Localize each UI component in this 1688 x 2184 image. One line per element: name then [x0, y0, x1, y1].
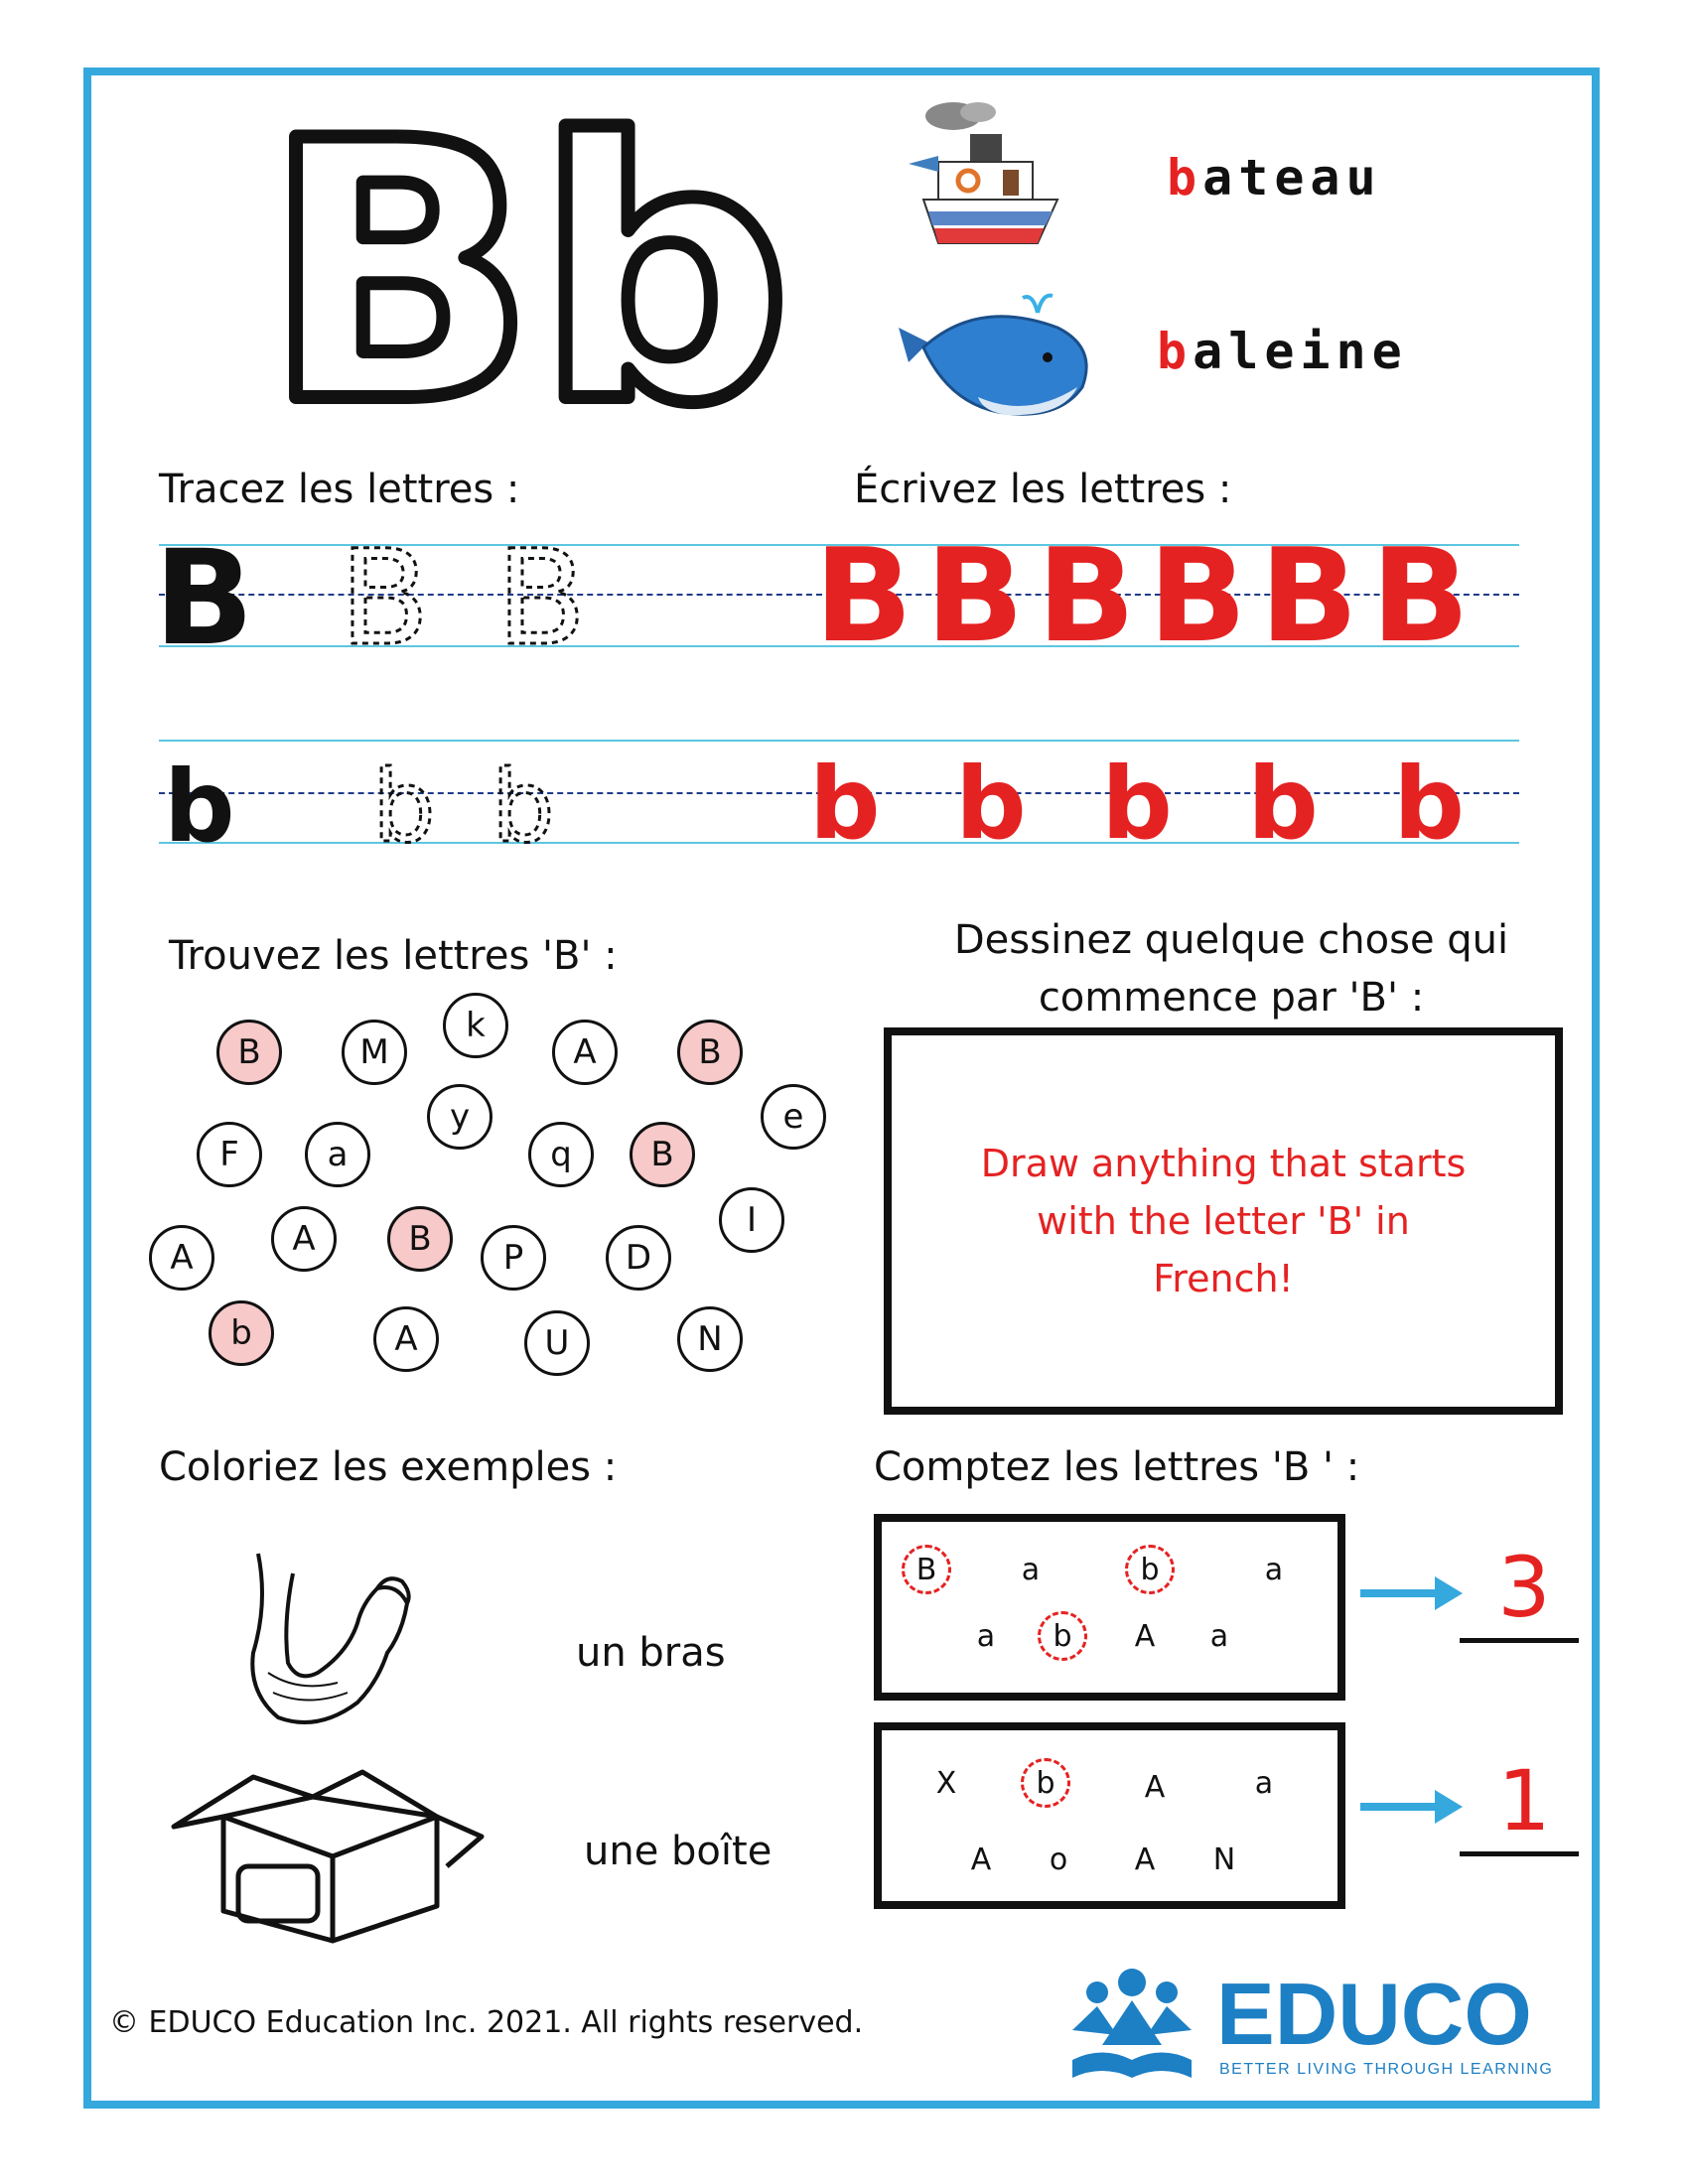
letter-circle[interactable]: M — [342, 1020, 407, 1085]
word-bateau: bateau — [1167, 149, 1382, 206]
find-title: Trouvez les lettres 'B' : — [169, 933, 618, 979]
letter-circle[interactable]: B — [630, 1122, 695, 1187]
trace-upper-dotted-1: B — [340, 522, 430, 675]
draw-box[interactable] — [884, 1027, 1563, 1415]
draw-instruction-line: Draw anything that starts — [980, 1142, 1467, 1185]
trace-lower-dotted-2: b — [492, 749, 555, 865]
letter-circle[interactable]: q — [528, 1122, 594, 1187]
count-letter: A — [1134, 1842, 1156, 1877]
letter-circle[interactable]: U — [524, 1310, 590, 1376]
count-letter: b — [1021, 1758, 1070, 1808]
big-letters-text: Bb — [263, 66, 792, 481]
write-lower-letter: b — [1247, 746, 1319, 862]
count-letter: A — [970, 1842, 992, 1877]
letter-circle[interactable]: y — [427, 1084, 492, 1150]
trace-lower-dotted-1: b — [372, 749, 436, 865]
trace-lower-solid: b — [164, 749, 235, 865]
trace-upper-solid: B — [154, 522, 254, 675]
letter-circle[interactable]: A — [552, 1020, 618, 1085]
count-letter: X — [935, 1765, 957, 1801]
count-letter: a — [1254, 1765, 1274, 1801]
letter-circle[interactable]: e — [761, 1084, 826, 1150]
draw-title — [884, 911, 1579, 1026]
educo-tagline: BETTER LIVING THROUGH LEARNING — [1219, 2061, 1554, 2078]
count-letter: A — [1144, 1769, 1166, 1805]
count-letter: N — [1212, 1842, 1236, 1877]
write-lower-letter: b — [1101, 746, 1173, 862]
arrow-icon — [1355, 1569, 1470, 1618]
write-title: Écrivez les lettres : — [854, 467, 1232, 512]
whale-icon — [889, 288, 1107, 427]
count-answer-2: 1 — [1497, 1752, 1551, 1849]
letter-circle[interactable]: a — [305, 1122, 370, 1187]
count-letter: b — [1038, 1611, 1087, 1661]
answer-line-2 — [1460, 1851, 1579, 1856]
letter-circle[interactable]: B — [216, 1020, 282, 1085]
arrow-icon — [1355, 1782, 1470, 1832]
count-letter: a — [1209, 1618, 1229, 1654]
count-letter: a — [1021, 1552, 1041, 1587]
count-answer-1: 3 — [1497, 1539, 1551, 1636]
write-upper-letter: B — [1148, 520, 1247, 671]
letter-circle[interactable]: A — [149, 1225, 214, 1291]
color-label-boite: une boîte — [584, 1829, 773, 1874]
count-letter: o — [1049, 1842, 1068, 1877]
letter-circle[interactable]: N — [677, 1306, 743, 1372]
write-upper-letter: B — [814, 520, 914, 671]
answer-line-1 — [1460, 1638, 1579, 1643]
letter-circle[interactable]: P — [481, 1225, 546, 1291]
letter-circle[interactable]: A — [373, 1306, 439, 1372]
count-letter: b — [1125, 1545, 1175, 1594]
word-baleine: baleine — [1157, 323, 1408, 380]
count-letter: B — [902, 1545, 951, 1594]
educo-logo-icon — [1062, 1961, 1201, 2085]
educo-logo-text: EDUCO — [1216, 1965, 1532, 2063]
write-upper-letter: B — [1370, 520, 1470, 671]
draw-instruction — [892, 1135, 1555, 1307]
write-lower-letter: b — [1393, 746, 1465, 862]
letter-circle[interactable]: D — [606, 1225, 671, 1291]
write-upper-letter: B — [1259, 520, 1358, 671]
trace-lower-row — [154, 730, 601, 865]
trace-upper-dotted-2: B — [496, 522, 587, 675]
count-box-1 — [874, 1514, 1345, 1701]
write-lower-letter: b — [955, 746, 1027, 862]
write-upper-row — [814, 520, 1470, 671]
count-title: Comptez les lettres 'B ' : — [874, 1444, 1360, 1490]
letter-circle[interactable]: B — [387, 1206, 453, 1272]
letter-circle[interactable]: k — [443, 993, 508, 1058]
box-icon — [164, 1747, 492, 1946]
letter-circle[interactable]: F — [197, 1122, 262, 1187]
draw-instruction-line: French! — [1153, 1257, 1294, 1300]
draw-title-line: commence par 'B' : — [1038, 975, 1425, 1021]
letter-circle[interactable]: I — [719, 1187, 784, 1253]
count-box-2 — [874, 1722, 1345, 1909]
write-upper-letter: B — [925, 520, 1025, 671]
trace-title: Tracez les lettres : — [159, 467, 520, 512]
arm-icon — [238, 1544, 437, 1742]
letter-circle[interactable]: b — [209, 1300, 274, 1366]
write-lower-row — [809, 746, 1465, 862]
big-letters-bb — [253, 66, 792, 481]
letter-circle[interactable]: A — [271, 1206, 337, 1272]
boat-icon — [899, 94, 1077, 263]
write-upper-letter: B — [1037, 520, 1136, 671]
copyright-text: © EDUCO Education Inc. 2021. All rights reserved. — [109, 2005, 864, 2040]
draw-title-line: Dessinez quelque chose qui — [953, 917, 1509, 963]
trace-upper-row — [149, 522, 596, 675]
count-letter: a — [976, 1618, 996, 1654]
write-lower-letter: b — [809, 746, 881, 862]
draw-instruction-line: with the letter 'B' in — [1037, 1199, 1410, 1243]
color-label-bras: un bras — [576, 1630, 726, 1676]
count-letter: a — [1264, 1552, 1284, 1587]
color-title: Coloriez les exemples : — [159, 1444, 618, 1490]
letter-circle[interactable]: B — [677, 1020, 743, 1085]
count-letter: A — [1134, 1618, 1156, 1654]
